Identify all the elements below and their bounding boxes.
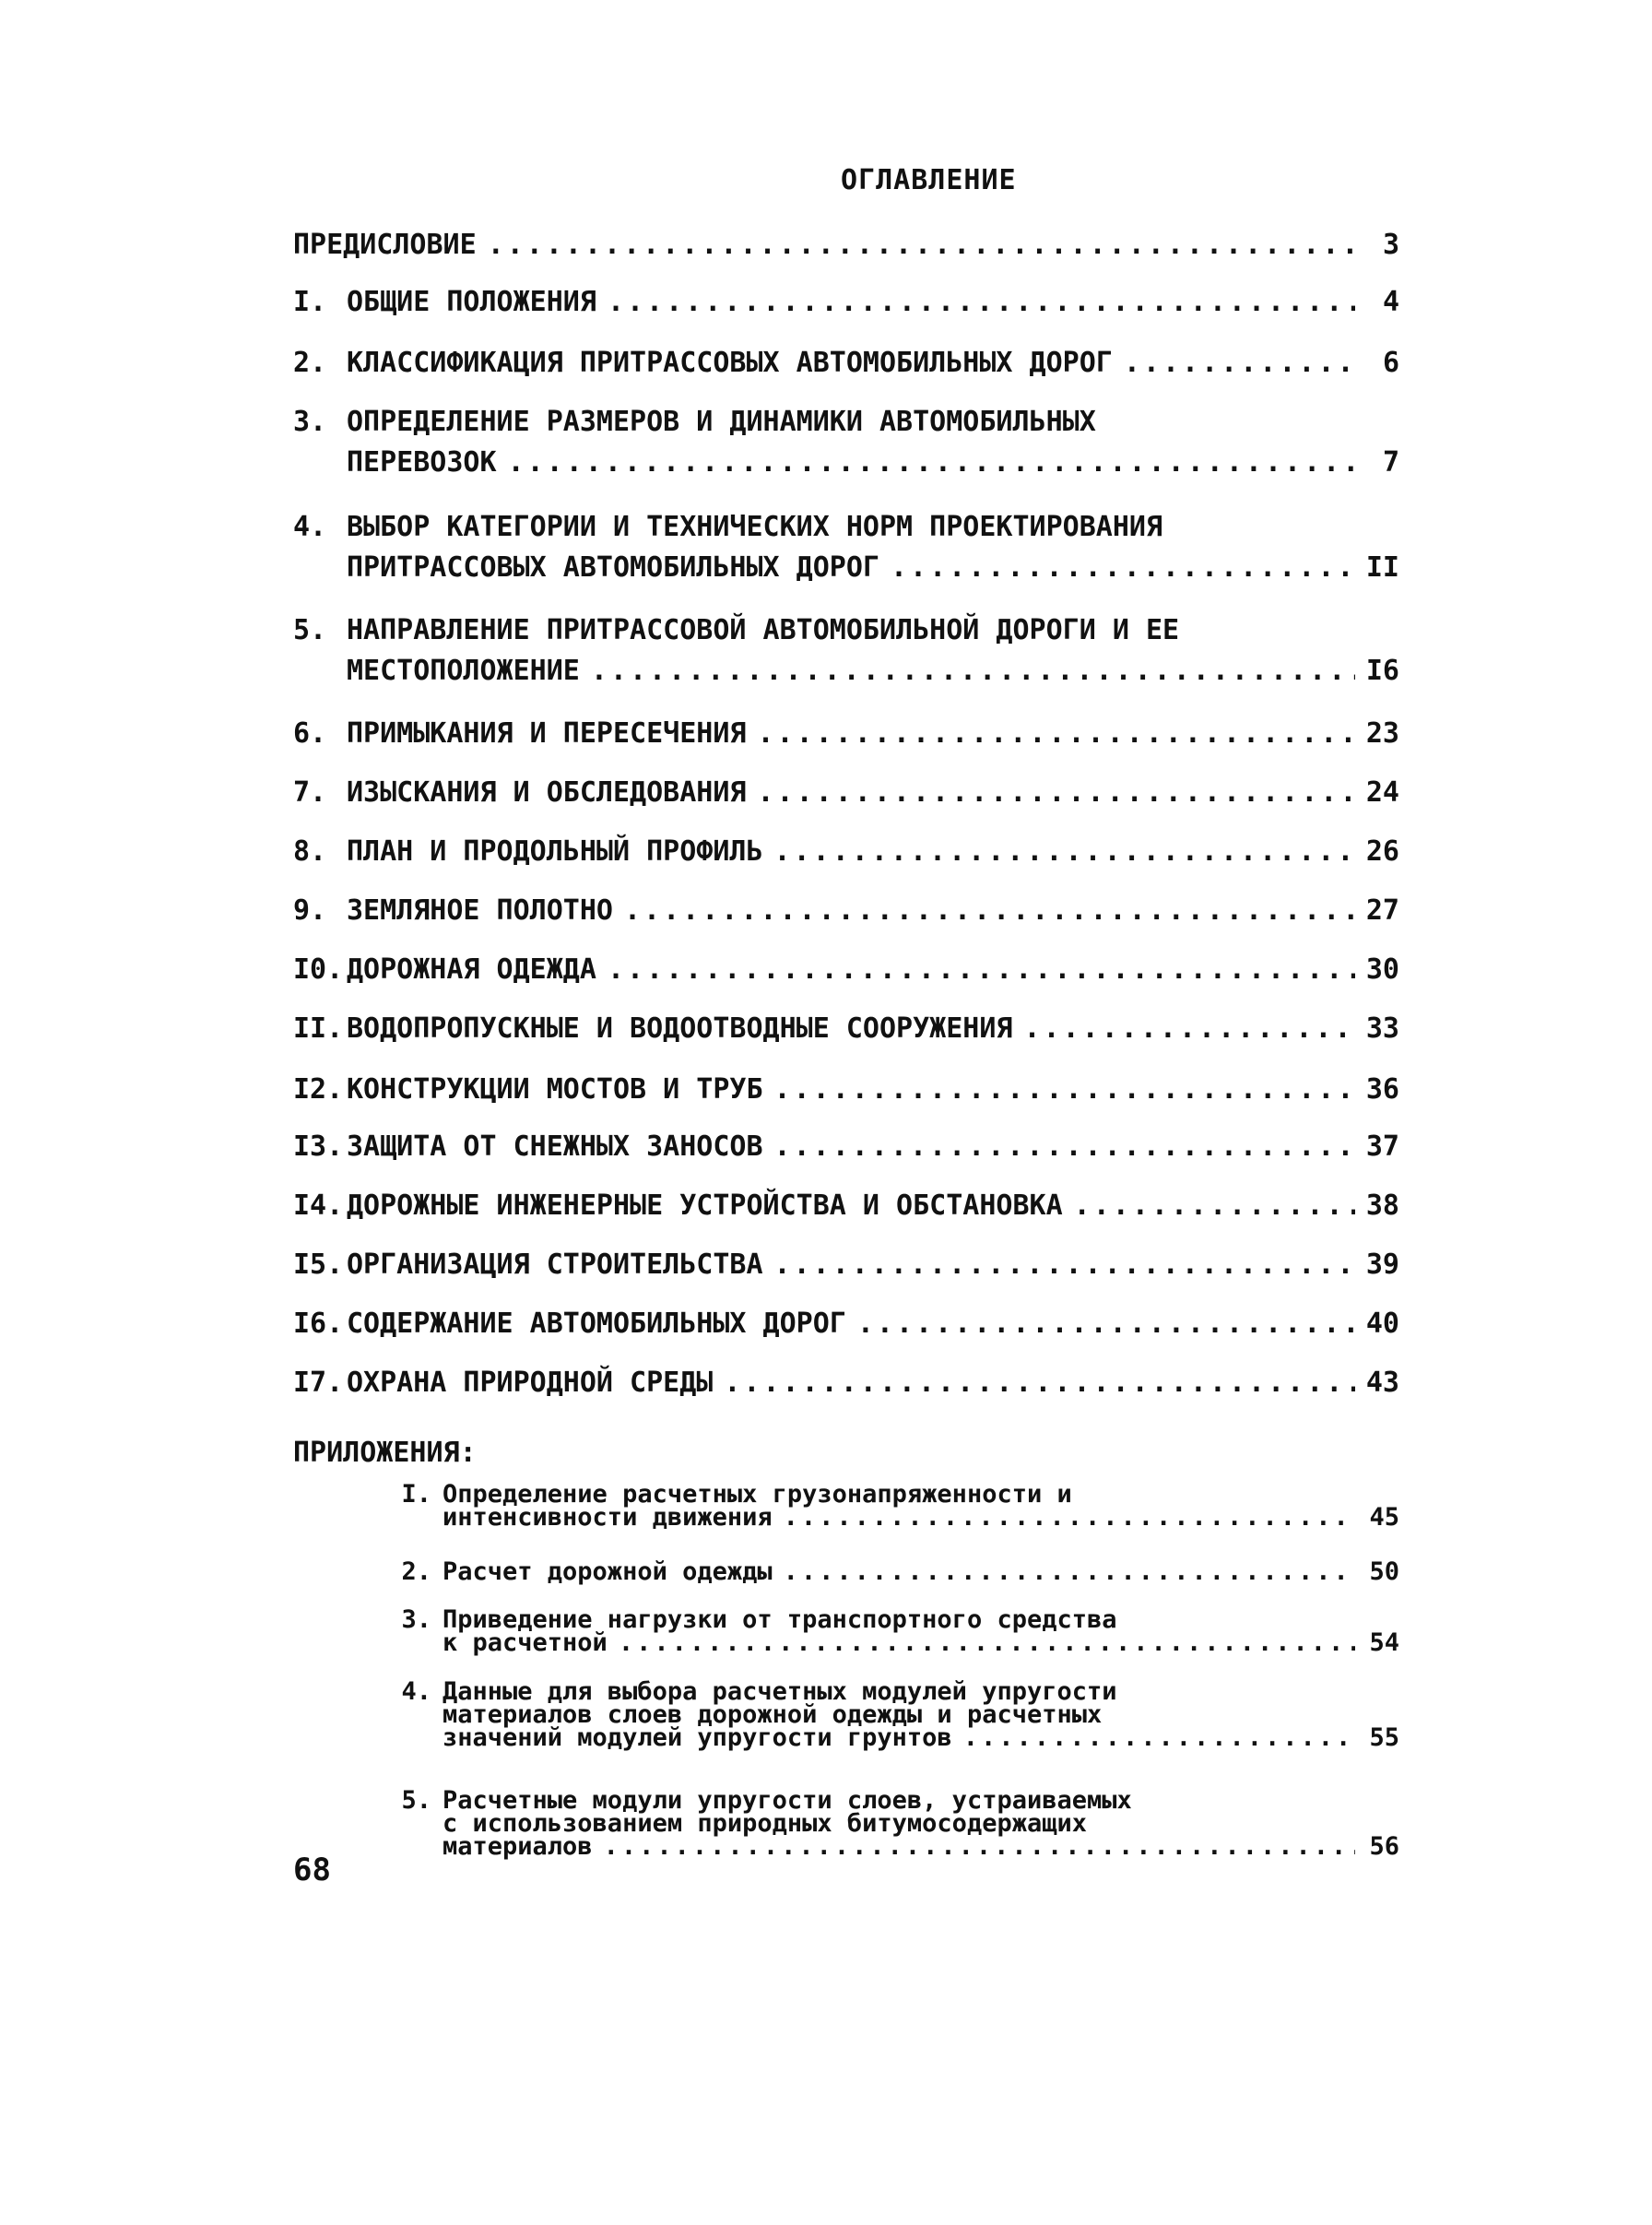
- toc-entry-title: ЗЕМЛЯНОЕ ПОЛОТНО: [347, 894, 613, 927]
- dot-leader: [619, 1631, 1355, 1654]
- dot-leader: [591, 651, 1355, 692]
- appendix-line: [385, 1832, 1399, 1861]
- toc-entry-title: КЛАССИФИКАЦИЯ ПРИТРАССОВЫХ АВТОМОБИЛЬНЫХ ДОРОГ: [347, 347, 1113, 379]
- toc-entry-title: ПЕРЕВОЗОК: [347, 446, 497, 479]
- toc-line: [293, 1127, 1399, 1167]
- dot-leader: [784, 1560, 1355, 1583]
- appendix-page-number: 55: [1369, 1723, 1399, 1752]
- toc-entry: [293, 1127, 1399, 1167]
- toc-entry-title: ПЛАН И ПРОДОЛЬНЫЙ ПРОФИЛЬ: [347, 835, 763, 868]
- toc-entry: [293, 950, 1399, 990]
- appendix-title: интенсивности движения: [442, 1503, 773, 1532]
- toc-line: [293, 402, 1399, 443]
- toc-entry: [293, 343, 1399, 384]
- toc-entry-title: ВЫБОР КАТЕГОРИИ И ТЕХНИЧЕСКИХ НОРМ ПРОЕКТИРОВАНИЯ: [347, 511, 1163, 543]
- toc-line: [293, 548, 1399, 588]
- appendix-page-number: 56: [1369, 1832, 1399, 1861]
- toc-page-number: 37: [1365, 1130, 1399, 1163]
- toc-line: [293, 773, 1399, 813]
- appendix-number: 5.: [401, 1786, 431, 1815]
- toc-entry-title: ДОРОЖНАЯ ОДЕЖДА: [347, 953, 596, 986]
- appendix-entry: [385, 1605, 1399, 1657]
- toc-entry: [293, 1304, 1399, 1344]
- appendix-entry: [385, 1557, 1399, 1586]
- toc-entry-number: I4.: [293, 1189, 344, 1222]
- appendix-line: [385, 1503, 1399, 1532]
- toc-line: [293, 714, 1399, 754]
- dot-leader: [608, 950, 1355, 990]
- toc-entry: [293, 832, 1399, 872]
- toc-entry: [293, 282, 1399, 323]
- appendix-title: Расчетные модули упругости слоев, устраиваемых: [442, 1786, 1132, 1815]
- dot-leader: [891, 548, 1355, 588]
- toc-entry-number: I.: [293, 286, 327, 318]
- dot-leader: [724, 1363, 1355, 1403]
- toc-page-number: 23: [1365, 717, 1399, 750]
- toc-line: [293, 832, 1399, 872]
- toc-page-number: 27: [1365, 894, 1399, 927]
- toc-line: [293, 225, 1399, 266]
- toc-entry-title: ИЗЫСКАНИЯ И ОБСЛЕДОВАНИЯ: [347, 776, 747, 809]
- toc-entry-number: I3.: [293, 1130, 344, 1163]
- appendix-entry: [385, 1480, 1399, 1532]
- appendix-title: с использованием природных битумосодержащих: [442, 1809, 1087, 1838]
- toc-entry: [293, 1070, 1399, 1110]
- dot-leader: [774, 1070, 1355, 1110]
- dot-leader: [774, 1245, 1355, 1285]
- toc-page-number: 6: [1382, 347, 1399, 379]
- toc-entry: [293, 1009, 1399, 1049]
- toc-entry-title: ЗАЩИТА ОТ СНЕЖНЫХ ЗАНОСОВ: [347, 1130, 763, 1163]
- toc-entry-number: 6.: [293, 717, 327, 750]
- appendix-title: Определение расчетных грузонапряженности и: [442, 1480, 1072, 1509]
- toc-entry-title: ВОДОПРОПУСКНЫЕ И ВОДООТВОДНЫЕ СООРУЖЕНИЯ: [347, 1012, 1013, 1045]
- appendix-title: Расчет дорожной одежды: [442, 1557, 773, 1586]
- toc-entry-title: ДОРОЖНЫЕ ИНЖЕНЕРНЫЕ УСТРОЙСТВА И ОБСТАНОВКА: [347, 1189, 1063, 1222]
- toc-page-number: 40: [1365, 1308, 1399, 1340]
- toc-line: [293, 1186, 1399, 1226]
- toc-entry-title: НАПРАВЛЕНИЕ ПРИТРАССОВОЙ АВТОМОБИЛЬНОЙ ДОРОГИ И ЕЕ: [347, 614, 1180, 646]
- toc-entry-number: 3.: [293, 406, 327, 438]
- toc-line: [293, 651, 1399, 692]
- appendix-heading: ПРИЛОЖЕНИЯ:: [293, 1437, 477, 1469]
- toc-entry-title: ПРИТРАССОВЫХ АВТОМОБИЛЬНЫХ ДОРОГ: [347, 551, 879, 584]
- toc-entry-title: КОНСТРУКЦИИ МОСТОВ И ТРУБ: [347, 1073, 763, 1106]
- appendix-title: материалов слоев дорожной одежды и расчетных: [442, 1700, 1103, 1729]
- page-title: ОГЛАВЛЕНИЕ: [841, 164, 1017, 196]
- dot-leader: [784, 1506, 1355, 1529]
- toc-page-number: 4: [1382, 286, 1399, 318]
- toc-entry-title: ПРИМЫКАНИЯ И ПЕРЕСЕЧЕНИЯ: [347, 717, 747, 750]
- toc-entry-number: I5.: [293, 1249, 344, 1281]
- appendix-title: Приведение нагрузки от транспортного средства: [442, 1605, 1117, 1634]
- toc-entry-number: 2.: [293, 347, 327, 379]
- toc-entry: [293, 507, 1399, 588]
- appendix-title: к расчетной: [442, 1628, 608, 1657]
- toc-line: [293, 282, 1399, 323]
- dot-leader: [1074, 1186, 1355, 1226]
- appendix-entry: [385, 1677, 1399, 1752]
- dot-leader: [604, 1835, 1355, 1858]
- toc-line: [293, 891, 1399, 931]
- dot-leader: [1023, 1009, 1355, 1049]
- appendix-title: Данные для выбора расчетных модулей упругости: [442, 1677, 1117, 1706]
- toc-entry-title: ОБЩИЕ ПОЛОЖЕНИЯ: [347, 286, 596, 318]
- toc-page-number: 33: [1365, 1012, 1399, 1045]
- appendix-number: 3.: [401, 1605, 431, 1634]
- dot-leader: [774, 1127, 1355, 1167]
- toc-entry-number: 7.: [293, 776, 327, 809]
- toc-entry: [293, 773, 1399, 813]
- appendix-entry: [385, 1786, 1399, 1861]
- appendix-page-number: 45: [1369, 1503, 1399, 1532]
- dot-leader: [1124, 343, 1355, 384]
- toc-page-number: 7: [1382, 446, 1399, 479]
- toc-page-number: 43: [1365, 1367, 1399, 1399]
- toc-page-number: 36: [1365, 1073, 1399, 1106]
- toc-entry: [293, 1245, 1399, 1285]
- toc-entry: [293, 1186, 1399, 1226]
- toc-line: [293, 950, 1399, 990]
- toc-page-number: 3: [1382, 229, 1399, 261]
- dot-leader: [624, 891, 1355, 931]
- toc-line: [293, 443, 1399, 483]
- toc-entry-number: 9.: [293, 894, 327, 927]
- toc-entry-title: ОРГАНИЗАЦИЯ СТРОИТЕЛЬСТВА: [347, 1249, 763, 1281]
- dot-leader: [608, 282, 1355, 323]
- toc-page-number: I6: [1365, 655, 1399, 687]
- toc-entry-number: I6.: [293, 1308, 344, 1340]
- dot-leader: [963, 1726, 1355, 1749]
- toc-entry-number: I2.: [293, 1073, 344, 1106]
- appendix-line: [385, 1723, 1399, 1752]
- toc-line: [293, 1009, 1399, 1049]
- toc-entry: [293, 891, 1399, 931]
- toc-line: [293, 1245, 1399, 1285]
- toc-entry: [293, 225, 1399, 266]
- dot-leader: [757, 773, 1355, 813]
- toc-line: [293, 610, 1399, 651]
- appendix-title: материалов: [442, 1832, 593, 1861]
- toc-page-number: II: [1365, 551, 1399, 584]
- toc-entry-title: ОПРЕДЕЛЕНИЕ РАЗМЕРОВ И ДИНАМИКИ АВТОМОБИЛЬНЫХ: [347, 406, 1096, 438]
- page-number: 68: [293, 1852, 331, 1888]
- toc-page-number: 38: [1365, 1189, 1399, 1222]
- toc-page-number: 39: [1365, 1249, 1399, 1281]
- dot-leader: [757, 714, 1355, 754]
- toc-page-number: 30: [1365, 953, 1399, 986]
- toc-line: [293, 1070, 1399, 1110]
- toc-entry-number: I7.: [293, 1367, 344, 1399]
- appendix-number: I.: [401, 1480, 431, 1509]
- dot-leader: [508, 443, 1355, 483]
- toc-entry: [293, 402, 1399, 483]
- toc-line: [293, 507, 1399, 548]
- toc-entry-title: ПРЕДИСЛОВИЕ: [293, 229, 477, 261]
- appendix-title: значений модулей упругости грунтов: [442, 1723, 952, 1752]
- appendix-page-number: 54: [1369, 1628, 1399, 1657]
- toc-line: [293, 1363, 1399, 1403]
- appendix-line: [385, 1557, 1399, 1586]
- dot-leader: [774, 832, 1355, 872]
- toc-entry-number: 5.: [293, 614, 327, 646]
- appendix-page-number: 50: [1369, 1557, 1399, 1586]
- appendix-line: [385, 1628, 1399, 1657]
- toc-line: [293, 343, 1399, 384]
- toc-page-number: 26: [1365, 835, 1399, 868]
- toc-entry-title: СОДЕРЖАНИЕ АВТОМОБИЛЬНЫХ ДОРОГ: [347, 1308, 846, 1340]
- dot-leader: [857, 1304, 1355, 1344]
- toc-entry: [293, 1363, 1399, 1403]
- toc-entry-number: 4.: [293, 511, 327, 543]
- toc-line: [293, 1304, 1399, 1344]
- dot-leader: [488, 225, 1355, 266]
- toc-entry: [293, 610, 1399, 692]
- appendix-number: 4.: [401, 1677, 431, 1706]
- toc-entry-number: 8.: [293, 835, 327, 868]
- toc-entry-number: I0.: [293, 953, 344, 986]
- appendix-number: 2.: [401, 1557, 431, 1586]
- toc-entry-title: МЕСТОПОЛОЖЕНИЕ: [347, 655, 580, 687]
- toc-entry-number: II.: [293, 1012, 344, 1045]
- toc-page-number: 24: [1365, 776, 1399, 809]
- toc-entry: [293, 714, 1399, 754]
- toc-entry-title: ОХРАНА ПРИРОДНОЙ СРЕДЫ: [347, 1367, 714, 1399]
